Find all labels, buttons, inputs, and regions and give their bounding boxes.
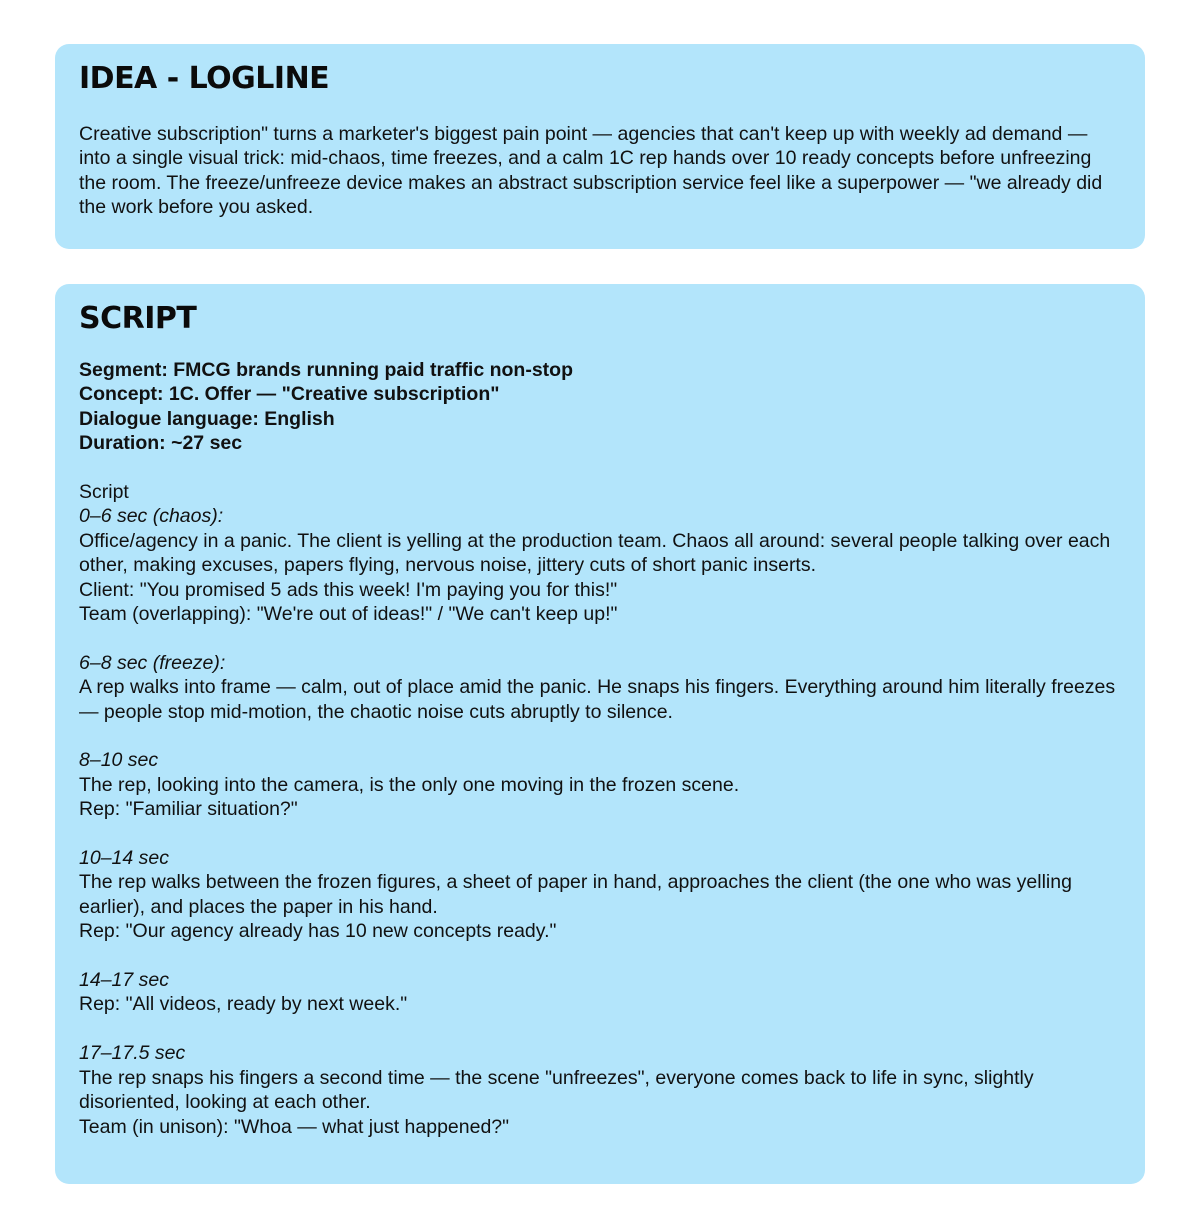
script-label: Script xyxy=(79,481,129,504)
idea-logline-card xyxy=(55,44,1145,249)
segment-time: 10–14 sec xyxy=(79,847,169,870)
segment-time: 14–17 sec xyxy=(79,969,169,992)
segment-line: Team (in unison): "Whoa — what just happened?" xyxy=(79,1115,510,1138)
segment-line: Office/agency in a panic. The client is yelling at the production team. Chaos all around: several people talking over each other, making excuses, papers flying, nervous noise, jittery cuts of short panic inserts. xyxy=(79,529,1111,577)
meta-segment: Segment: FMCG brands running paid traffic non-stop xyxy=(79,359,573,381)
segment-line: The rep, looking into the camera, is the only one moving in the frozen scene. xyxy=(79,773,740,796)
segment-line: The rep snaps his fingers a second time — the scene "unfreezes", everyone comes back to life in sync, slightly disoriented, looking at each other. xyxy=(79,1066,1034,1114)
idea-logline-title: IDEA - LOGLINE xyxy=(79,61,330,96)
logline-text: Creative subscription" turns a marketer's biggest pain point — agencies that can't keep up with weekly ad demand — into a single visual trick: mid-chaos, time freezes, and a calm 1C rep hands over 10 ready concepts before unfreezing the room. The freeze/unfreeze device makes an abstract subscription service feel like a superpower — "we already did the work before you asked. xyxy=(79,123,1103,219)
segment-line: The rep walks between the frozen figures, a sheet of paper in hand, approaches the client (the one who was yelling earlier), and places the paper in his hand. xyxy=(79,871,1072,918)
segment-time: 8–10 sec xyxy=(79,749,159,772)
script-segment-8-10 xyxy=(79,748,1121,821)
script-segment-17-17-5 xyxy=(79,1041,1121,1139)
script-meta xyxy=(79,358,1121,456)
segment-time: 6–8 sec (freeze): xyxy=(79,651,226,674)
script-segment-freeze xyxy=(79,651,1121,724)
segment-line: Rep: "Familiar situation?" xyxy=(79,798,298,821)
meta-dialogue-language: Dialogue language: English xyxy=(79,407,335,430)
script-card xyxy=(55,284,1145,1184)
script-title: SCRIPT xyxy=(79,301,197,336)
meta-duration: Duration: ~27 sec xyxy=(79,432,243,455)
segment-line: Client: "You promised 5 ads this week! I'm paying you for this!" xyxy=(79,578,618,601)
segment-line: Team (overlapping): "We're out of ideas!" / "We can't keep up!" xyxy=(79,603,618,626)
segment-time: 17–17.5 sec xyxy=(79,1042,186,1065)
script-segment-10-14 xyxy=(79,846,1121,944)
segment-line: A rep walks into frame — calm, out of place amid the panic. He snaps his fingers. Everything around him literally freezes — people stop mid-motion, the chaotic noise cuts abruptly to silence. xyxy=(79,676,1116,723)
segment-line: Rep: "All videos, ready by next week." xyxy=(79,993,408,1016)
script-segment-chaos xyxy=(79,504,1121,626)
script-segment-14-17 xyxy=(79,968,1121,1017)
segment-line: Rep: "Our agency already has 10 new concepts ready." xyxy=(79,920,557,943)
segment-time: 0–6 sec (chaos): xyxy=(79,505,224,528)
meta-concept: Concept: 1C. Offer — "Creative subscription" xyxy=(79,383,500,406)
